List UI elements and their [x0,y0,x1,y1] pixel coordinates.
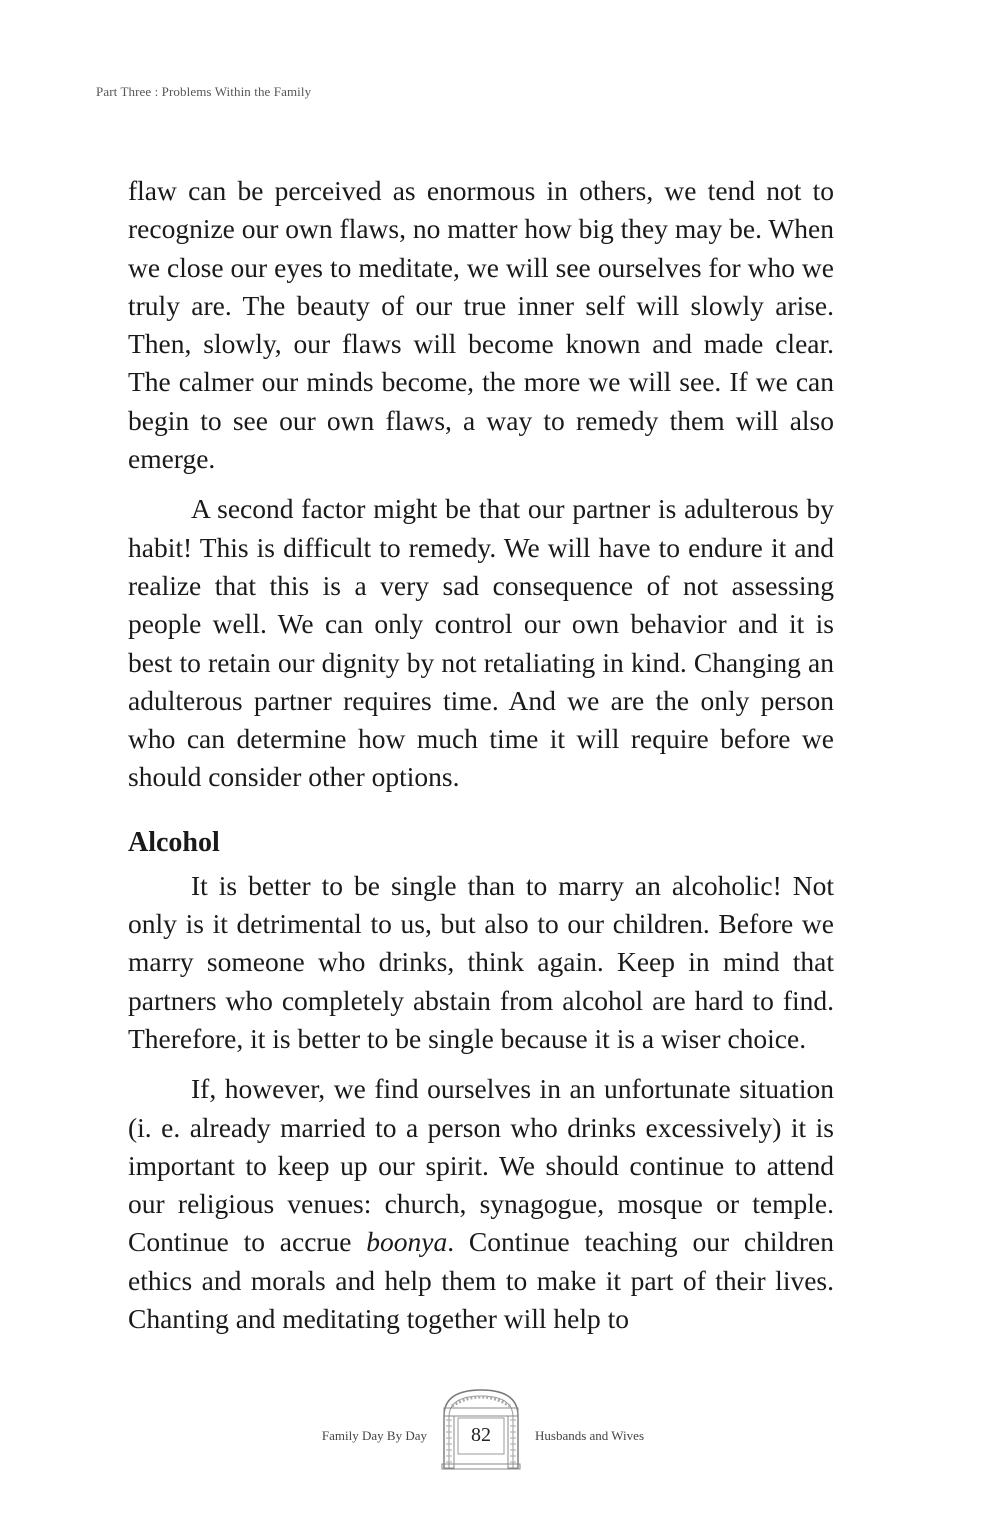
paragraph-alcohol-intro: It is better to be single than to marry an alcoholic! Not only is it detrimental to us, but also to our children. Before we marry someone who drinks, think again. Keep in mind that partners who completely abstain from alcohol are hard to find. Therefore, it is better to be single because it is a wiser choice. [128,869,834,1054]
page-footer [0,1386,1000,1470]
paragraph-continued: flaw can be perceived as enormous in others, we tend not to recognize our own flaws, no matter how big they may be. When we close our eyes to meditate, we will see ourselves for who we truly are. The beauty of our true inner self will slowly arise. Then, slowly, our flaws will become known and made clear. The calmer our minds become, the more we will see. If we can begin to see our own flaws, a way to remedy them will also emerge. [128,175,834,475]
footer-book-title: Family Day By Day [321,1428,427,1443]
page-body [128,172,834,1338]
boonya-term: boonya [366,1226,448,1258]
paragraph-adultery: A second factor might be that our partner is adulterous by habit! This is difficult to remedy. We will have to endure it and realize that this is a very sad consequence of not assessing people well. We can only control our own behavior and it is best to retain our dignity by not retaliating in kind. Changing an adulterous partner requires time. And we are the only person who can determine how much time it will require before we should consider other options. [128,493,834,793]
paragraph-alcohol-situation [128,1070,834,1338]
running-header: Part Three : Problems Within the Family [96,84,312,99]
section-heading-alcohol: Alcohol [128,826,220,858]
page-number: 82 [471,1424,491,1446]
paragraph-text-part: . Continue teaching our children ethics and morals and help them to make it part of their lives. Chanting and meditating together will help to [128,1226,834,1335]
footer-chapter-title: Husbands and Wives [535,1428,645,1443]
paragraph-text-part: If, however, we find ourselves in an unfortunate situation (i. e. already married to a person who drinks excessively) it is important to keep up our spirit. We should continue to attend our religious venues: church, synagogue, mosque or temple. Continue to accrue [128,1073,834,1258]
